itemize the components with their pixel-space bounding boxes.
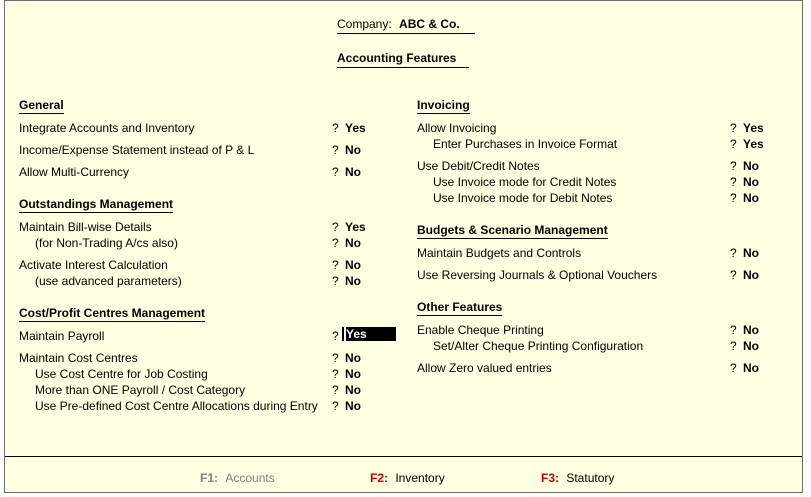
interest-calc-value[interactable]: No [345,258,361,272]
income-expense-value[interactable]: No [345,143,361,157]
cheque-printing-value[interactable]: No [743,323,759,337]
row-label: Maintain Cost Centres [19,351,138,365]
f3-label: Statutory [566,471,615,485]
credit-notes-mode-value[interactable]: No [743,175,759,189]
accounting-features-panel [4,0,803,493]
row-label: Maintain Payroll [19,329,105,343]
f1-accounts-button[interactable] [200,471,275,485]
company-label: Company: [337,17,392,31]
f3-statutory-button[interactable] [541,471,614,485]
row-label: Use Invoice mode for Credit Notes [433,175,617,189]
predefined-alloc-value[interactable]: No [345,399,361,413]
row-label: Enter Purchases in Invoice Format [433,137,618,151]
f3-key: F3: [541,471,559,485]
row-label: Set/Alter Cheque Printing Configuration [433,339,644,353]
row-question-mark: ? [332,351,339,365]
debit-credit-notes-value[interactable]: No [743,159,759,173]
budgets-controls-value[interactable]: No [743,246,759,260]
row-question-mark: ? [730,137,737,151]
row-question-mark: ? [332,329,339,343]
section-general-heading: General [19,98,64,112]
row-question-mark: ? [730,323,737,337]
row-label: Allow Invoicing [417,121,497,135]
debit-notes-mode-value[interactable]: No [743,191,759,205]
row-question-mark: ? [730,246,737,260]
row-question-mark: ? [332,121,339,135]
advanced-params-value[interactable]: No [345,274,361,288]
company-header [337,17,460,31]
section-other-heading: Other Features [417,300,503,314]
title-underline [337,67,469,68]
row-label: Allow Multi-Currency [19,165,130,179]
section-budgets-heading: Budgets & Scenario Management [417,223,608,237]
section-outstandings-heading: Outstandings Management [19,197,174,211]
allow-invoicing-value[interactable]: Yes [743,121,764,135]
zero-valued-value[interactable]: No [743,361,759,375]
row-label: Use Cost Centre for Job Costing [35,367,208,381]
payroll-value-text: Yes [346,327,367,341]
row-question-mark: ? [332,399,339,413]
row-label: Use Invoice mode for Debit Notes [433,191,613,205]
row-question-mark: ? [730,191,737,205]
row-question-mark: ? [730,159,737,173]
row-question-mark: ? [332,220,339,234]
purchases-invoice-value[interactable]: Yes [743,137,764,151]
row-label: Allow Zero valued entries [417,361,552,375]
row-question-mark: ? [730,121,737,135]
row-question-mark: ? [332,143,339,157]
row-question-mark: ? [730,361,737,375]
f2-inventory-button[interactable] [370,471,445,485]
row-label: Maintain Budgets and Controls [417,246,582,260]
row-label: Enable Cheque Printing [417,323,544,337]
payroll-value-field[interactable] [342,327,396,341]
row-label: More than ONE Payroll / Cost Category [35,383,246,397]
section-cost-heading: Cost/Profit Centres Management [19,306,206,320]
row-label: (for Non-Trading A/cs also) [35,236,178,250]
row-question-mark: ? [332,367,339,381]
payroll-value[interactable] [342,327,396,341]
row-question-mark: ? [730,339,737,353]
multi-currency-value[interactable]: No [345,165,361,179]
company-underline [337,33,475,34]
cost-centres-value[interactable]: No [345,351,361,365]
row-question-mark: ? [730,268,737,282]
row-label: Use Debit/Credit Notes [417,159,540,173]
job-costing-value[interactable]: No [345,367,361,381]
f1-key: F1: [200,471,218,485]
page-title: Accounting Features [337,51,457,65]
cheque-config-value[interactable]: No [743,339,759,353]
non-trading-value[interactable]: No [345,236,361,250]
f1-label: Accounts [225,471,275,485]
row-question-mark: ? [332,165,339,179]
row-label: Use Reversing Journals & Optional Vouchers [417,268,658,282]
row-question-mark: ? [730,175,737,189]
row-label: Integrate Accounts and Inventory [19,121,195,135]
company-name: ABC & Co. [399,17,460,31]
row-question-mark: ? [332,383,339,397]
reversing-journals-value[interactable]: No [743,268,759,282]
f2-label: Inventory [395,471,445,485]
section-invoicing-heading: Invoicing [417,98,470,112]
f2-key: F2: [370,471,388,485]
row-label: Activate Interest Calculation [19,258,168,272]
row-label: (use advanced parameters) [35,274,182,288]
row-label: Use Pre-defined Cost Centre Allocations during Entry [35,399,318,413]
bill-wise-value[interactable]: Yes [345,220,366,234]
row-question-mark: ? [332,258,339,272]
row-label: Maintain Bill-wise Details [19,220,152,234]
row-question-mark: ? [332,236,339,250]
integrate-accounts-value[interactable]: Yes [345,121,366,135]
cost-category-value[interactable]: No [345,383,361,397]
row-label: Income/Expense Statement instead of P & L [19,143,255,157]
function-key-bar [5,456,802,492]
row-question-mark: ? [332,274,339,288]
